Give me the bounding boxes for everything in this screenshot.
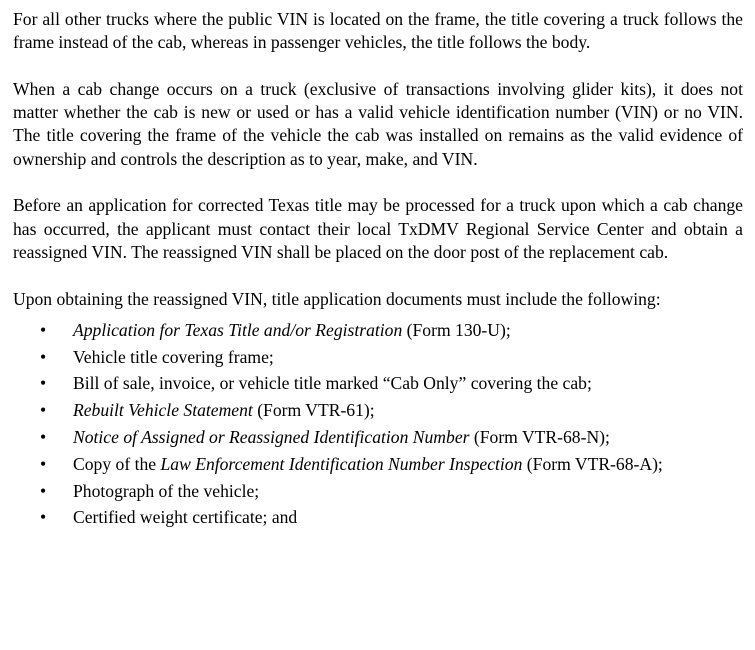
list-item: • Copy of the Law Enforcement Identification Number Inspection (Form VTR-68-A); [13, 453, 743, 476]
list-item: • Notice of Assigned or Reassigned Identification Number (Form VTR-68-N); [13, 426, 743, 449]
paragraph-required-documents: Upon obtaining the reassigned VIN, title application documents must include the following: [13, 288, 661, 309]
form-title: Rebuilt Vehicle Statement [73, 400, 253, 421]
bullet-icon: • [40, 427, 47, 448]
bullet-icon: • [40, 319, 47, 340]
list-item: • Bill of sale, invoice, or vehicle title marked “Cab Only” covering the cab; [13, 372, 743, 395]
form-title: Application for Texas Title and/or Registration [73, 319, 403, 340]
document-body [13, 8, 743, 533]
list-item: • Photograph of the vehicle; [13, 480, 743, 503]
required-documents-list [13, 319, 743, 530]
bullet-icon: • [40, 480, 47, 501]
list-item: • Rebuilt Vehicle Statement (Form VTR-61); [13, 399, 743, 422]
list-item: • Certified weight certificate; and [13, 506, 743, 529]
bullet-icon: • [40, 346, 47, 367]
bullet-icon: • [40, 507, 47, 528]
list-item: • Vehicle title covering frame; [13, 346, 743, 369]
bullet-icon: • [40, 453, 47, 474]
paragraph-cab-change: When a cab change occurs on a truck (exclusive of transactions involving glider kits), it does not matter whether the cab is new or used or has a valid vehicle identification number (VIN) or no VIN. The title covering the frame of the vehicle the cab was installed on remains as the valid evidence of ownership and controls the description as to year, make, and VIN. [13, 78, 743, 169]
bullet-icon: • [40, 373, 47, 394]
paragraph-title-follows-frame: For all other trucks where the public VIN is located on the frame, the title covering a truck follows the frame instead of the cab, whereas in passenger vehicles, the title follows the body. [13, 9, 743, 53]
bullet-icon: • [40, 400, 47, 421]
list-item: • Application for Texas Title and/or Registration (Form 130-U); [13, 319, 743, 342]
form-title: Law Enforcement Identification Number Inspection [160, 453, 523, 474]
paragraph-reassigned-vin: Before an application for corrected Texas title may be processed for a truck upon which a cab change has occurred, the applicant must contact their local TxDMV Regional Service Center and obtain a reassigned VIN. The reassigned VIN shall be placed on the door post of the replacement cab. [13, 195, 743, 262]
form-title: Notice of Assigned or Reassigned Identification Number [73, 427, 470, 448]
